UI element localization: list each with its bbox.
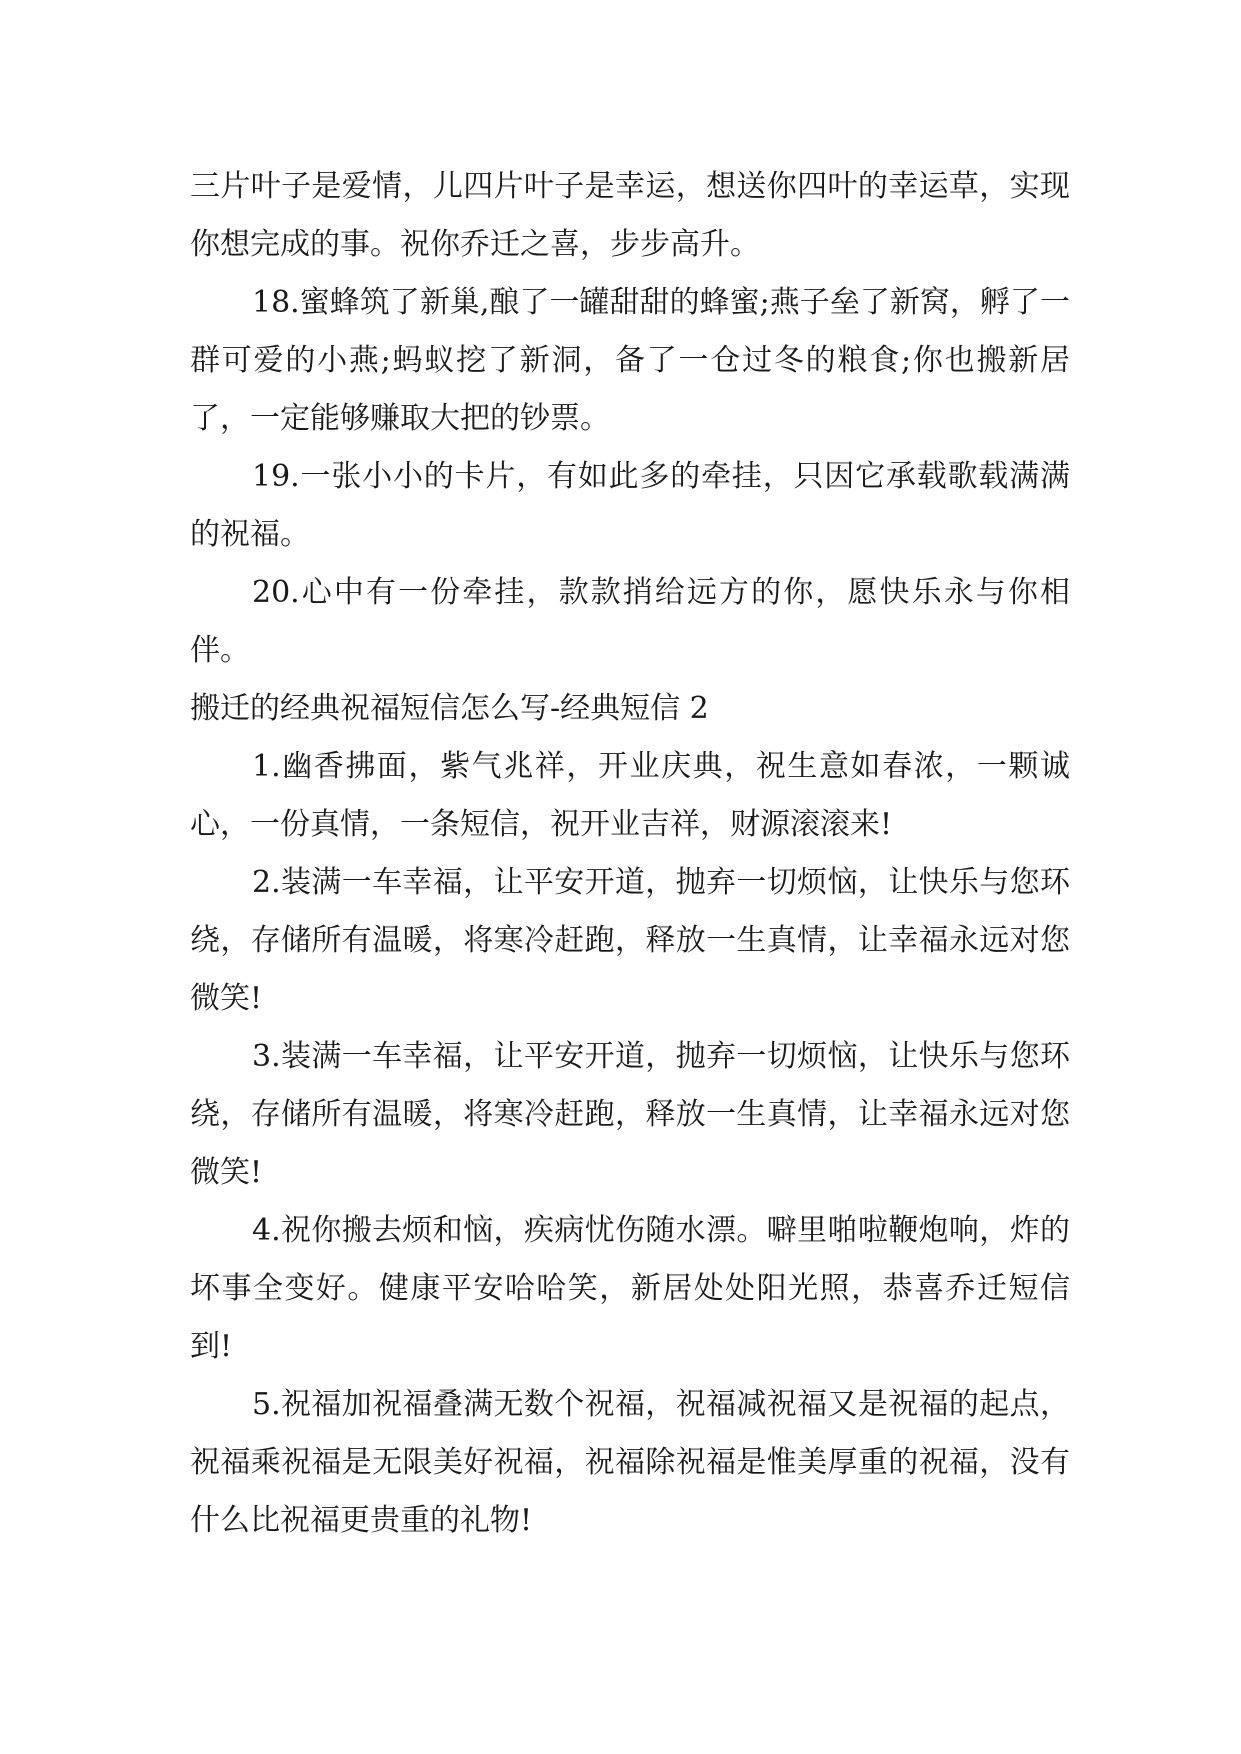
- paragraph-item-5: 5.祝福加祝福叠满无数个祝福，祝福减祝福又是祝福的起点，祝福乘祝福是无限美好祝福，祝福除祝福是惟美厚重的祝福，没有什么比祝福更贵重的礼物!: [190, 1387, 1070, 1538]
- paragraph-item-19: 19.一张小小的卡片，有如此多的牵挂，只因它承载歌载满满的祝福。: [190, 459, 1070, 552]
- paragraph-item-18: 18.蜜蜂筑了新巢,酿了一罐甜甜的蜂蜜;燕子垒了新窝，孵了一群可爱的小燕;蚂蚁挖了新洞，备了一仓过冬的粮食;你也搬新居了，一定能够赚取大把的钞票。: [190, 285, 1070, 436]
- paragraph-item-1: 1.幽香拂面，紫气兆祥，开业庆典，祝生意如春浓，一颗诚心，一份真情，一条短信，祝开业吉祥，财源滚滚来!: [190, 749, 1070, 842]
- paragraph-continuation: 三片叶子是爱情，儿四片叶子是幸运，想送你四叶的幸运草，实现你想完成的事。祝你乔迁之喜，步步高升。: [190, 169, 1070, 262]
- section-heading: 搬迁的经典祝福短信怎么写-经典短信 2: [190, 691, 709, 726]
- paragraph-item-3: 3.装满一车幸福，让平安开道，抛弃一切烦恼，让快乐与您环绕，存储所有温暖，将寒冷赶跑，释放一生真情，让幸福永远对您微笑!: [190, 1039, 1070, 1190]
- document-page: [190, 158, 1070, 1550]
- paragraph-item-2: 2.装满一车幸福，让平安开道，抛弃一切烦恼，让快乐与您环绕，存储所有温暖，将寒冷赶跑，释放一生真情，让幸福永远对您微笑!: [190, 865, 1070, 1016]
- paragraph-item-20: 20.心中有一份牵挂，款款捎给远方的你，愿快乐永与你相伴。: [190, 575, 1070, 668]
- paragraph-item-4: 4.祝你搬去烦和恼，疾病忧伤随水漂。噼里啪啦鞭炮响，炸的坏事全变好。健康平安哈哈笑，新居处处阳光照，恭喜乔迁短信到!: [190, 1213, 1070, 1364]
